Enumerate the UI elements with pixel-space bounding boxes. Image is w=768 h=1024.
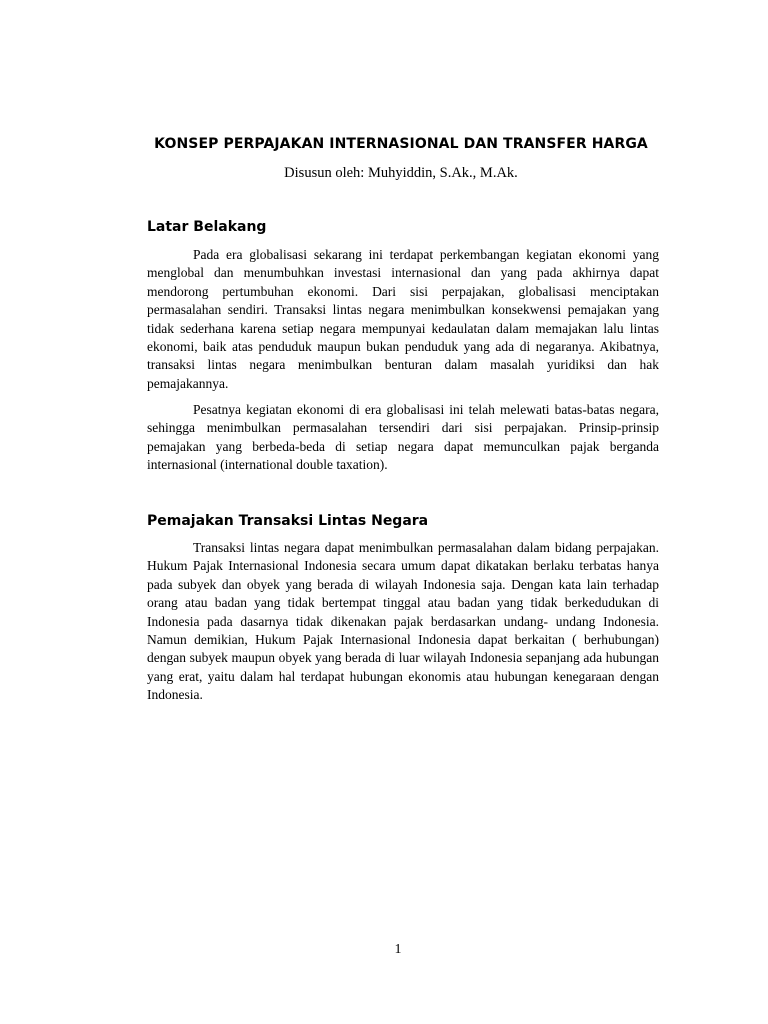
paragraph: Pesatnya kegiatan ekonomi di era globalisasi ini telah melewati batas-batas negara, sehingga menimbulkan permasalahan tersendiri dari sisi perpajakan. Prinsip-prinsip pemajakan yang berbeda-beda di setiap negara dapat memunculkan pajak berganda internasional (international double taxation). xyxy=(147,402,659,473)
section-heading-latar-belakang: Latar Belakang xyxy=(147,219,267,235)
page-number: 1 xyxy=(394,942,402,957)
author-line: Disusun oleh: Muhyiddin, S.Ak., M.Ak. xyxy=(284,165,518,181)
paragraph: Pada era globalisasi sekarang ini terdapat perkembangan kegiatan ekonomi yang menglobal dan menumbuhkan investasi internasional dan yang pada akhirnya dapat mendorong pertumbuhan ekonomi. Dari sisi perpajakan, globalisasi menciptakan permasalahan sendiri. Transaksi lintas negara menimbulkan konsekwensi pemajakan yang tidak sederhana karena setiap negara mempunyai kedaulatan dalam memajakan lalu lintas ekonomi, baik atas penduduk maupun bukan penduduk yang ada di negaranya. Akibatnya, transaksi lintas negara menimbulkan benturan dalam masalah yuridiksi dan hak pemajakannya. xyxy=(147,247,659,391)
section-heading-pemajakan-transaksi: Pemajakan Transaksi Lintas Negara xyxy=(147,513,429,529)
document-title: KONSEP PERPAJAKAN INTERNASIONAL DAN TRANSFER HARGA xyxy=(154,136,648,152)
paragraph: Transaksi lintas negara dapat menimbulkan permasalahan dalam bidang perpajakan. Hukum Pajak Internasional Indonesia secara umum dapat dikatakan berlaku terbatas hanya pada subyek dan obyek yang berada di wilayah Indonesia saja. Dengan kata lain terhadap orang atau badan yang tidak bertempat tinggal atau badan yang tidak berkedudukan di Indonesia pada dasarnya tidak dikenakan pajak berdasarkan undang- undang Indonesia. Namun demikian, Hukum Pajak Internasional Indonesia dapat berkaitan ( berhubungan) dengan subyek maupun obyek yang berada di luar wilayah Indonesia sepanjang ada hubungan yang erat, yaitu dalam hal terdapat hubungan ekonomis atau hubungan kenegaraan dengan Indonesia. xyxy=(147,540,659,703)
